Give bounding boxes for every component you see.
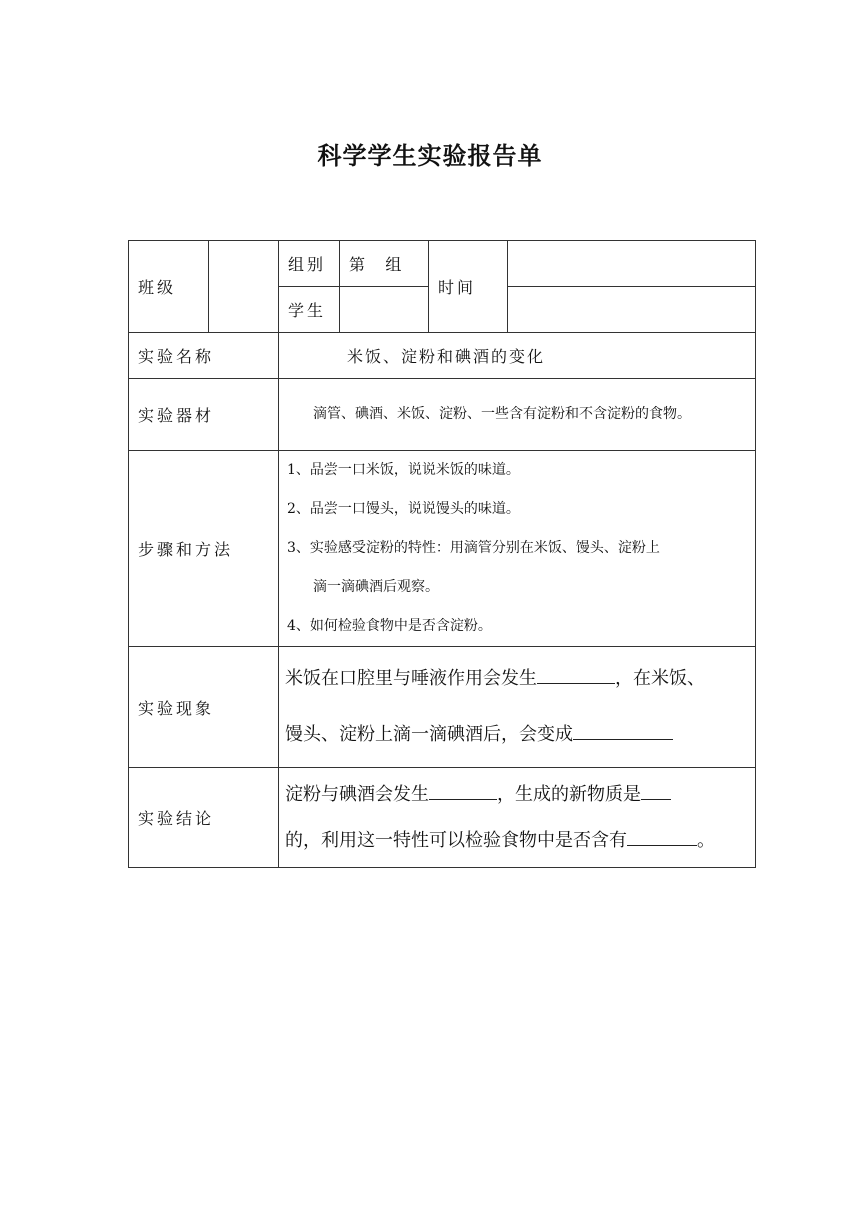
conclusion-blank-2[interactable] bbox=[641, 781, 671, 800]
experiment-name-value: 米饭、淀粉和碘酒的变化 bbox=[279, 333, 756, 379]
phenomenon-part2: ，在米饭、 bbox=[615, 668, 705, 689]
step-item: 4、如何检验食物中是否含淀粉。 bbox=[287, 618, 492, 634]
report-table bbox=[128, 240, 756, 868]
time-field[interactable] bbox=[508, 241, 756, 287]
conclusion-text bbox=[279, 768, 756, 868]
conclusion-part1: 淀粉与碘酒会发生 bbox=[285, 783, 429, 805]
phenomenon-label: 实验现象 bbox=[129, 647, 279, 768]
phenomenon-blank-1[interactable] bbox=[537, 665, 615, 684]
experiment-name-label: 实验名称 bbox=[129, 333, 279, 379]
step-item: 2、品尝一口馒头，说说馒头的味道。 bbox=[287, 501, 520, 517]
group-label: 组别 bbox=[279, 241, 340, 287]
page-title: 科学学生实验报告单 bbox=[317, 141, 543, 170]
step-item: 滴一滴碘酒后观察。 bbox=[313, 579, 439, 595]
phenomenon-text bbox=[279, 647, 756, 768]
student-label: 学生 bbox=[279, 287, 340, 333]
class-label: 班级 bbox=[129, 241, 209, 333]
phenomenon-part3: 馒头、淀粉上滴一滴碘酒后，会变成 bbox=[285, 724, 573, 745]
time-label: 时间 bbox=[429, 241, 508, 333]
student-field[interactable] bbox=[340, 287, 429, 333]
step-item: 1、品尝一口米饭，说说米饭的味道。 bbox=[287, 462, 520, 478]
conclusion-part2: ，生成的新物质是 bbox=[497, 783, 641, 805]
steps-label: 步骤和方法 bbox=[129, 451, 279, 647]
group-value: 第 组 bbox=[340, 241, 429, 287]
equipment-label: 实验器材 bbox=[129, 379, 279, 451]
conclusion-blank-3[interactable] bbox=[627, 827, 697, 846]
conclusion-part4: 。 bbox=[697, 829, 715, 851]
steps-list bbox=[279, 451, 756, 647]
phenomenon-blank-2[interactable] bbox=[573, 721, 673, 740]
conclusion-blank-1[interactable] bbox=[429, 781, 497, 800]
class-field[interactable] bbox=[209, 241, 279, 333]
phenomenon-part1: 米饭在口腔里与唾液作用会发生 bbox=[285, 668, 537, 689]
time-field-2[interactable] bbox=[508, 287, 756, 333]
step-item: 3、实验感受淀粉的特性：用滴管分别在米饭、馒头、淀粉上 bbox=[287, 540, 660, 556]
conclusion-label: 实验结论 bbox=[129, 768, 279, 868]
conclusion-part3: 的，利用这一特性可以检验食物中是否含有 bbox=[285, 829, 627, 851]
equipment-value: 滴管、碘酒、米饭、淀粉、一些含有淀粉和不含淀粉的食物。 bbox=[279, 379, 756, 451]
